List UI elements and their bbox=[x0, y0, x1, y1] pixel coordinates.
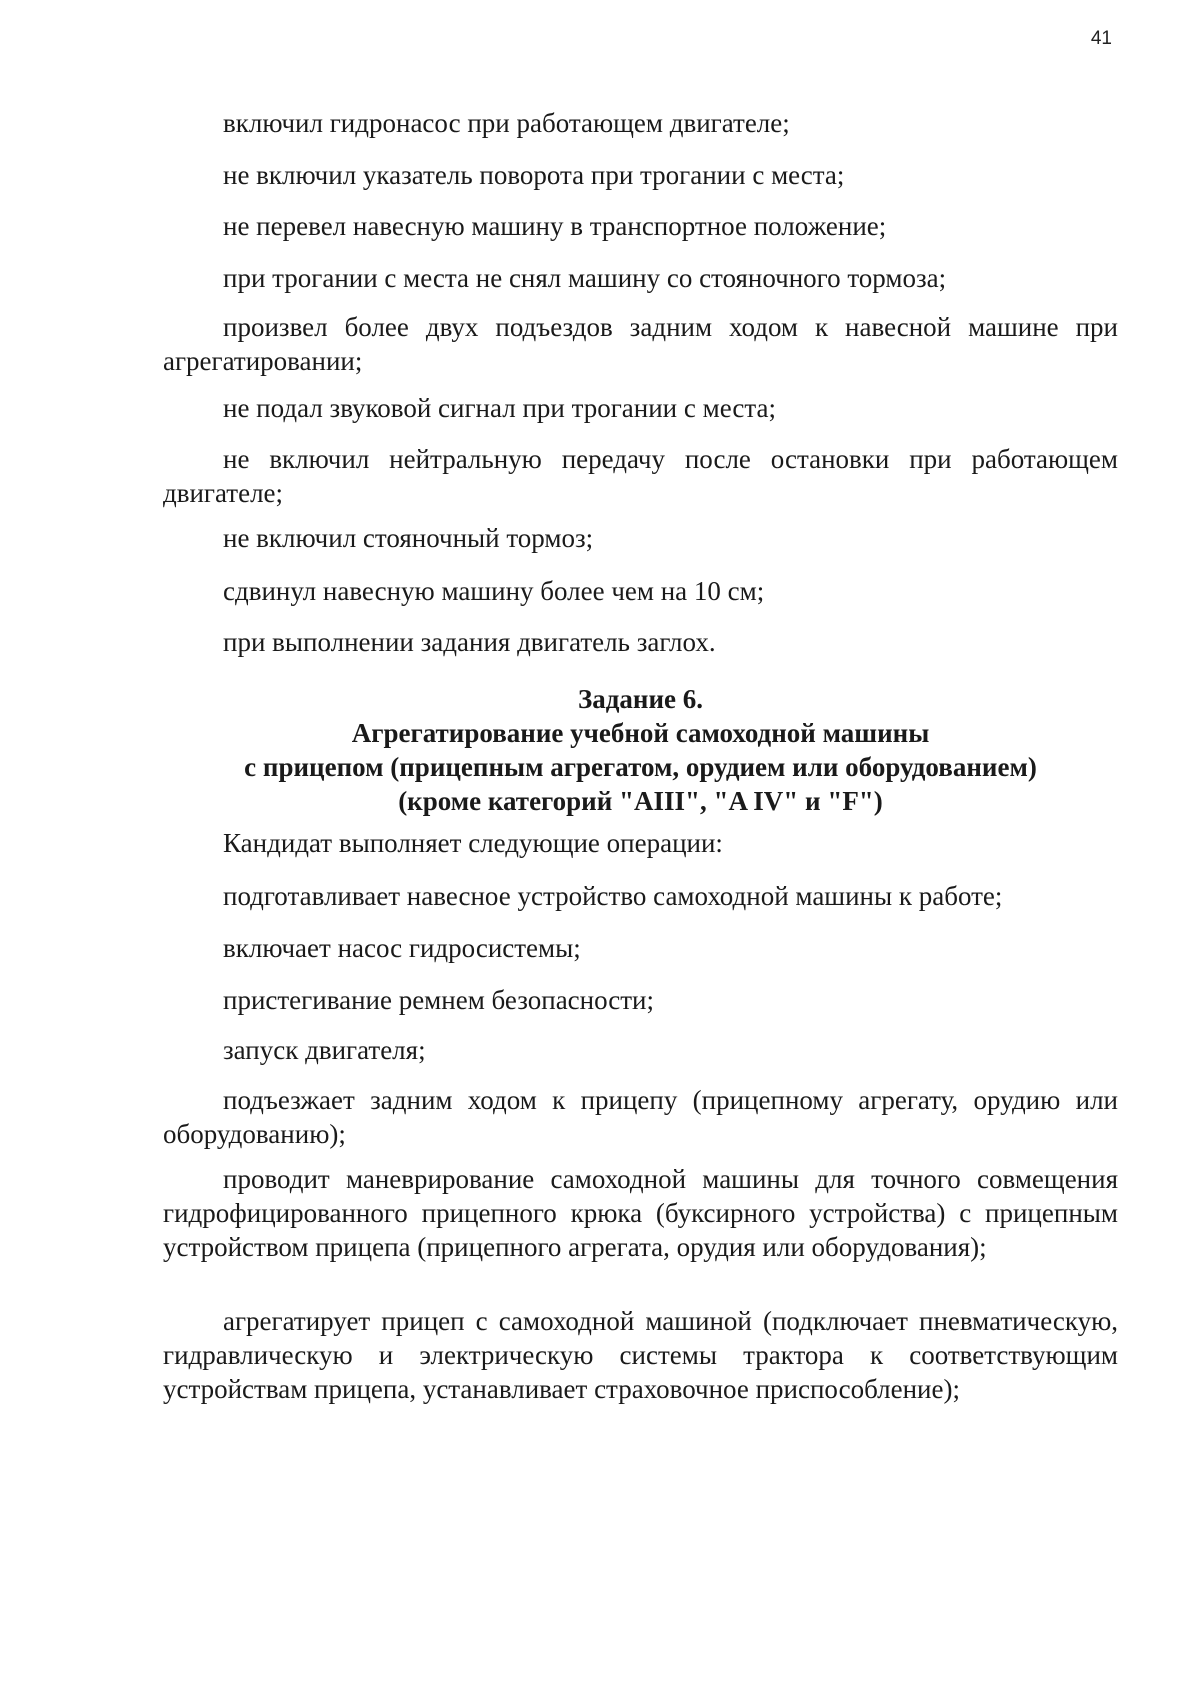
list-item: подъезжает задним ходом к прицепу (прицепному агрегату, орудию или оборудованию); bbox=[163, 1085, 1118, 1149]
list-item: проводит маневрирование самоходной машины для точного совмещения гидрофицированного прицепного крюка (буксирного устройства) с прицепным устройством прицепа (прицепного агрегата, орудия или оборудования); bbox=[163, 1164, 1118, 1262]
list-item: не включил нейтральную передачу после остановки при работающем двигателе; bbox=[163, 444, 1118, 508]
list-item: не включил стояночный тормоз; bbox=[223, 523, 594, 553]
list-item: при выполнении задания двигатель заглох. bbox=[223, 627, 716, 657]
list-item: включил гидронасос при работающем двигателе; bbox=[223, 108, 790, 138]
list-item: пристегивание ремнем безопасности; bbox=[223, 985, 655, 1015]
heading-task-number: Задание 6. bbox=[577, 684, 703, 714]
list-item: агрегатирует прицеп с самоходной машиной (подключает пневматическую, гидравлическую и электрическую системы трактора к соответствующим устройствам прицепа, устанавливает страховочное приспособление); bbox=[163, 1306, 1118, 1404]
list-item: не включил указатель поворота при трогании с места; bbox=[223, 160, 845, 190]
heading-subtitle: с прицепом (прицепным агрегатом, орудием или оборудованием) bbox=[244, 752, 1037, 782]
list-item: не подал звуковой сигнал при трогании с места; bbox=[223, 393, 776, 423]
list-item: при трогании с места не снял машину со стояночного тормоза; bbox=[223, 263, 947, 293]
heading-exceptions: (кроме категорий "AIII", "A IV" и "F") bbox=[398, 786, 883, 816]
list-item: сдвинул навесную машину более чем на 10 см; bbox=[223, 576, 765, 606]
list-item: не перевел навесную машину в транспортное положение; bbox=[223, 211, 887, 241]
section-heading bbox=[163, 682, 1118, 818]
list-item: произвел более двух подъездов задним ходом к навесной машине при агрегатировании; bbox=[163, 312, 1118, 376]
list-item: включает насос гидросистемы; bbox=[223, 933, 581, 963]
list-item: Кандидат выполняет следующие операции: bbox=[223, 828, 723, 858]
list-item: подготавливает навесное устройство самоходной машины к работе; bbox=[223, 881, 1003, 911]
list-item: запуск двигателя; bbox=[223, 1035, 426, 1065]
heading-title: Агрегатирование учебной самоходной машины bbox=[351, 718, 930, 748]
page-number: 41 bbox=[1090, 28, 1112, 49]
